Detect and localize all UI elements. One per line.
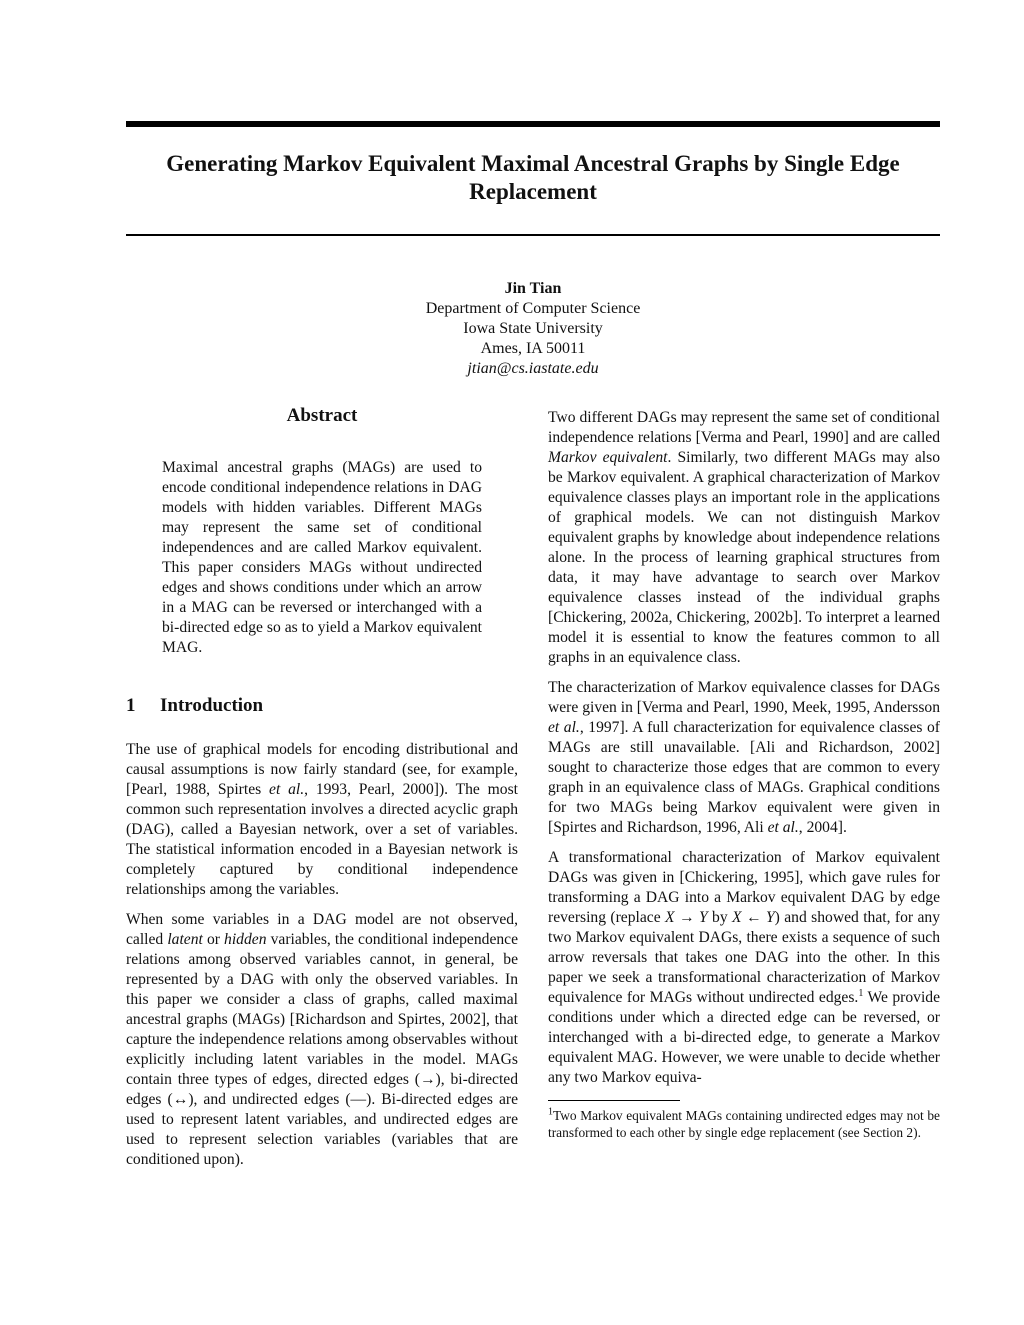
- intro-paragraph-1: The use of graphical models for encoding distributional and causal assumptions is now fairly standard (see, for example, [Pearl, 1988, Spirtes et al., 1993, Pearl, 2000]). The most common such representation involves a directed acyclic graph (DAG), called a Bayesian network, over a set of variables. The statistical information encoded in a Bayesian network is completely captured by conditional independence relationships among the variables.: [126, 741, 518, 898]
- paper-title: Generating Markov Equivalent Maximal Ancestral Graphs by Single Edge Replacement: [166, 151, 900, 204]
- right-paragraph-3: A transformational characterization of Markov equivalent DAGs was given in [Chickering, 1995], which gave rules for transforming a DAG into a Markov equivalent DAG by edge reversing (replace X → Y by X ← Y) and showed that, for any two Markov equivalent DAGs, there exists a sequence of such arrow reversals that takes one DAG into the other. In this paper we seek a transformational characterization of Markov equivalence for MAGs without undirected edges.$^1$ We provide conditions under which a directed edge can be reversed, or interchanged with a bi-directed edge, to generate a Markov equivalent MAG. However, we were unable to decide whether any two Markov equiva-: [548, 849, 941, 1086]
- left-column: [126, 404, 518, 1180]
- abstract-text: Maximal ancestral graphs (MAGs) are used to encode conditional independence relations in DAG models with hidden variables. Different MAGs may represent the same set of conditional independences and are called Markov equivalent. This paper considers MAGs without undirected edges and shows conditions under which an arrow in a MAG can be reversed or interchanged with a bi-directed edge so as to yield a Markov equivalent MAG.: [162, 459, 482, 656]
- footnote-marker: 1: [858, 987, 864, 999]
- footnote-number: 1: [548, 1106, 553, 1118]
- intro-paragraph-2: When some variables in a DAG model are not observed, called latent or hidden variables, the conditional independence relations among observed variables cannot, in general, be represented by a DAG with only the observed variables. In this paper we consider a class of graphs, called maximal ancestral graphs (MAGs) [Richardson and Spirtes, 2002], that capture the independence relations among observables without explicitly including latent variables in the model. MAGs contain three types of edges, directed edges (→), bi-directed edges (↔), and undirected edges (—). Bi-directed edges are used to represent latent variables, and undirected edges are used to represent selection variables (variables that are conditioned upon).: [126, 911, 519, 1168]
- section-title: Introduction: [160, 695, 264, 716]
- author-location: Ames, IA 50011: [480, 340, 586, 357]
- title-rule: [126, 234, 940, 236]
- author-email: jtian@cs.iastate.edu: [467, 360, 599, 377]
- right-paragraph-1: Two different DAGs may represent the same set of conditional independence relations [Verma and Pearl, 1990] and are called Markov equivalent. Similarly, two different MAGs may also be Markov equivalent. A graphical characterization of Markov equivalence classes plays an important role in the applications of graphical models. We can not distinguish Markov equivalent graphs by knowledge about independence relations alone. In the process of learning graphical structures from data, it may have advantage to search over Markov equivalence classes instead of the individual graphs [Chickering, 2002a, Chickering, 2002b]. To interpret a learned model it is essential to know the features common to all graphs in an equivalence class.: [548, 409, 940, 666]
- math-expression: X ← Y: [732, 909, 775, 926]
- top-rule: [126, 121, 940, 127]
- right-column: [548, 408, 940, 1141]
- abstract-heading: Abstract: [286, 405, 358, 426]
- math-expression: X → Y: [665, 909, 708, 926]
- footnote-rule: [548, 1100, 680, 1101]
- footnote: $^1$Two Markov equivalent MAGs containing undirected edges may not be transformed to each other by single edge replacement (see Section 2).: [548, 1106, 940, 1140]
- right-paragraph-2: The characterization of Markov equivalence classes for DAGs were given in [Verma and Pearl, 1990, Meek, 1995, Andersson et al., 1997]. A full characterization for equivalence classes of MAGs are still unavailable. [Ali and Richardson, 2002] sought to characterize those edges that are common to every graph in an equivalence class of MAGs. Graphical conditions for two MAGs being Markov equivalent were given in [Spirtes and Richardson, 1996, Ali et al., 2004].: [548, 679, 940, 836]
- section-heading-introduction: [126, 694, 518, 718]
- author-university: Iowa State University: [463, 320, 603, 337]
- author-name: Jin Tian: [504, 280, 562, 297]
- author-block: [340, 279, 726, 379]
- author-department: Department of Computer Science: [425, 300, 641, 317]
- section-number: 1: [126, 695, 136, 716]
